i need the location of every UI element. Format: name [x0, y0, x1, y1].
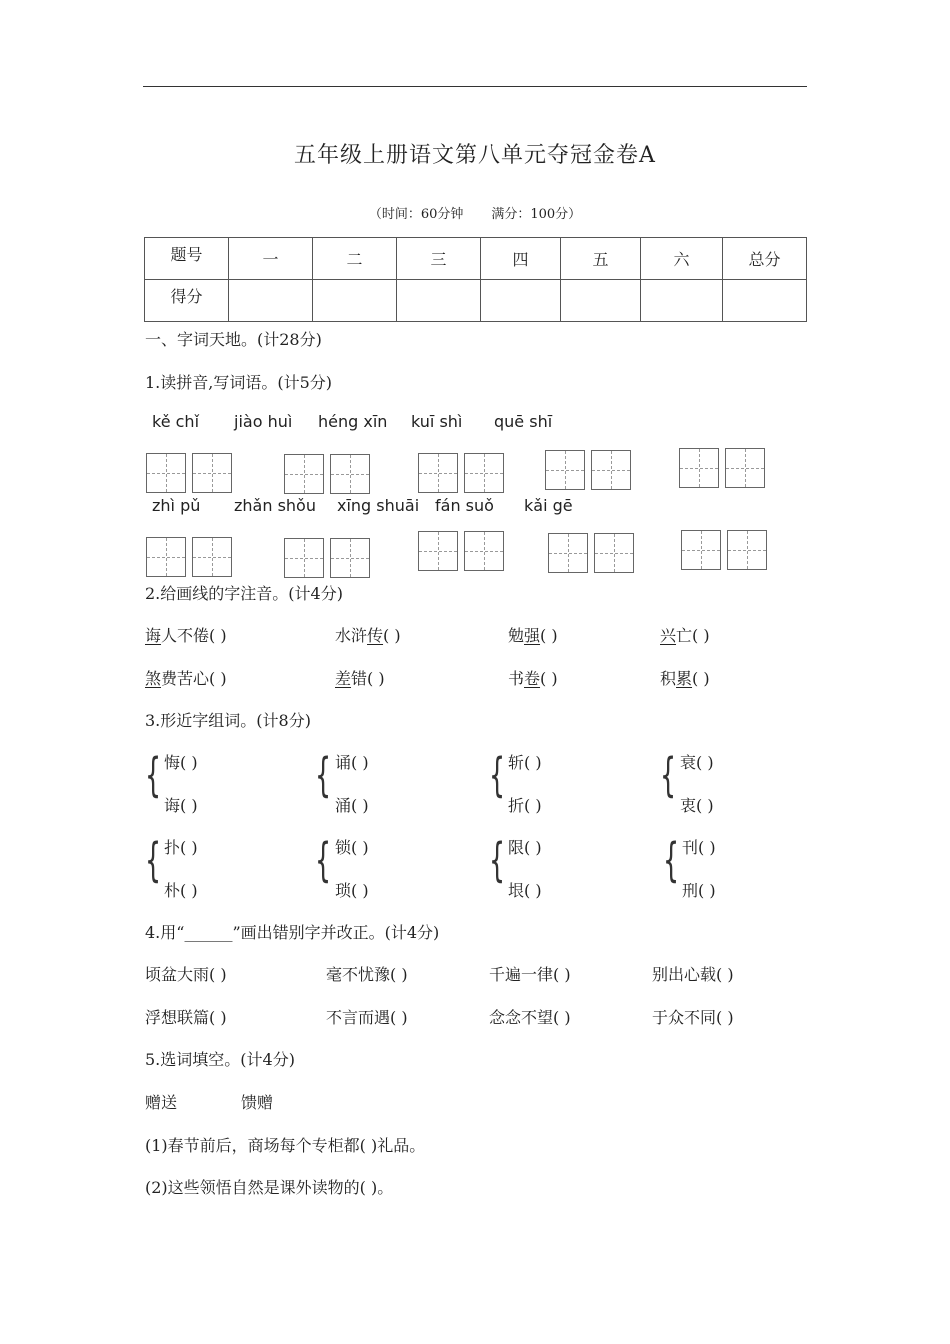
score-row-label: 得分: [145, 280, 229, 322]
top-rule: [143, 86, 807, 87]
q3-item: 斩( ): [508, 753, 542, 772]
q3-title: 3.形近字组词。(计8分): [145, 711, 311, 730]
q2-item: 书卷( ): [508, 669, 558, 688]
full-score: 满分：100分）: [491, 207, 582, 222]
writing-grid[interactable]: [418, 453, 506, 493]
writing-grid[interactable]: [545, 450, 633, 490]
q3-item: 诵( ): [335, 753, 369, 772]
brace-icon: {: [315, 833, 332, 887]
q2-item: 诲人不倦( ): [145, 626, 227, 645]
brace-icon: {: [660, 748, 677, 802]
writing-grid[interactable]: [284, 538, 372, 578]
score-cell: 一: [229, 238, 313, 280]
q5-sentence-1: (1)春节前后，商场每个专柜都( )礼品。: [145, 1136, 426, 1155]
score-cell: 总分: [723, 238, 807, 280]
q4-item: 于众不同( ): [652, 1008, 734, 1027]
q3-item: 衰( ): [680, 753, 714, 772]
q5-sentence-2: (2)这些领悟自然是课外读物的( )。: [145, 1178, 394, 1197]
q3-item: 扑( ): [164, 838, 198, 857]
pinyin: quē shī: [494, 412, 553, 431]
q3-item: 刊( ): [682, 838, 716, 857]
q4-item: 念念不望( ): [489, 1008, 571, 1027]
time-limit: （时间：60分钟: [368, 207, 464, 222]
q5-title: 5.选词填空。(计4分): [145, 1050, 295, 1069]
pinyin: fán suǒ: [435, 496, 494, 515]
word-option: 赠送: [145, 1093, 178, 1112]
pinyin: kuī shì: [411, 412, 463, 431]
q2-item: 积累( ): [660, 669, 710, 688]
writing-grid[interactable]: [681, 530, 769, 570]
brace-icon: {: [315, 748, 332, 802]
word-option: 馈赠: [241, 1093, 274, 1112]
score-input-cell[interactable]: [723, 280, 807, 322]
q3-item: 衷( ): [680, 796, 714, 815]
pinyin: kě chǐ: [152, 412, 200, 431]
q3-item: 琐( ): [335, 881, 369, 900]
q4-item: 千遍一律( ): [489, 965, 571, 984]
q2-item: 勉强( ): [508, 626, 558, 645]
q3-item: 朴( ): [164, 881, 198, 900]
q3-item: 涌( ): [335, 796, 369, 815]
q2-item: 煞费苦心( ): [145, 669, 227, 688]
score-cell: 题号: [145, 238, 229, 280]
pinyin: xīng shuāi: [337, 496, 420, 515]
q3-item: 诲( ): [164, 796, 198, 815]
q4-item: 顷盆大雨( ): [145, 965, 227, 984]
score-cell: 三: [397, 238, 481, 280]
q3-item: 折( ): [508, 796, 542, 815]
writing-grid[interactable]: [284, 454, 372, 494]
q2-item: 差错( ): [335, 669, 385, 688]
q3-item: 悔( ): [164, 753, 198, 772]
pinyin: zhì pǔ: [152, 496, 201, 515]
q4-item: 毫不忧豫( ): [326, 965, 408, 984]
brace-icon: {: [663, 833, 680, 887]
brace-icon: {: [489, 748, 506, 802]
q4-item: 不言而遇( ): [326, 1008, 408, 1027]
brace-icon: {: [145, 748, 162, 802]
q3-item: 刑( ): [682, 881, 716, 900]
q2-title: 2.给画线的字注音。(计4分): [145, 584, 343, 603]
score-input-cell[interactable]: [397, 280, 481, 322]
pinyin: zhǎn shǒu: [234, 496, 316, 515]
pinyin: jiào huì: [234, 412, 293, 431]
score-input-cell[interactable]: [313, 280, 397, 322]
writing-grid[interactable]: [679, 448, 767, 488]
brace-icon: {: [145, 833, 162, 887]
score-cell: 五: [561, 238, 641, 280]
exam-info: [0, 203, 950, 222]
score-input-cell[interactable]: [641, 280, 723, 322]
score-table: [144, 237, 807, 322]
score-input-cell[interactable]: [229, 280, 313, 322]
q3-item: 垠( ): [508, 881, 542, 900]
q4-title: 4.用“______”画出错别字并改正。(计4分): [145, 923, 440, 942]
section-1-heading: 一、字词天地。(计28分): [145, 330, 322, 349]
pinyin: héng xīn: [318, 412, 388, 431]
page-title: 五年级上册语文第八单元夺冠金卷A: [294, 143, 656, 168]
pinyin: kǎi gē: [524, 496, 573, 515]
q4-item: 别出心载( ): [652, 965, 734, 984]
score-cell: 二: [313, 238, 397, 280]
score-input-cell[interactable]: [481, 280, 561, 322]
writing-grid[interactable]: [548, 533, 636, 573]
score-table-score-row: [145, 280, 807, 322]
score-table-header-row: [145, 238, 807, 280]
q2-item: 水浒传( ): [335, 626, 401, 645]
score-cell: 六: [641, 238, 723, 280]
q4-item: 浮想联篇( ): [145, 1008, 227, 1027]
q3-item: 锁( ): [335, 838, 369, 857]
score-cell: 四: [481, 238, 561, 280]
q1-title: 1.读拼音,写词语。(计5分): [145, 373, 333, 392]
writing-grid[interactable]: [146, 537, 234, 577]
writing-grid[interactable]: [418, 531, 506, 571]
q3-item: 限( ): [508, 838, 542, 857]
q2-item: 兴亡( ): [660, 626, 710, 645]
brace-icon: {: [489, 833, 506, 887]
score-input-cell[interactable]: [561, 280, 641, 322]
writing-grid[interactable]: [146, 453, 234, 493]
